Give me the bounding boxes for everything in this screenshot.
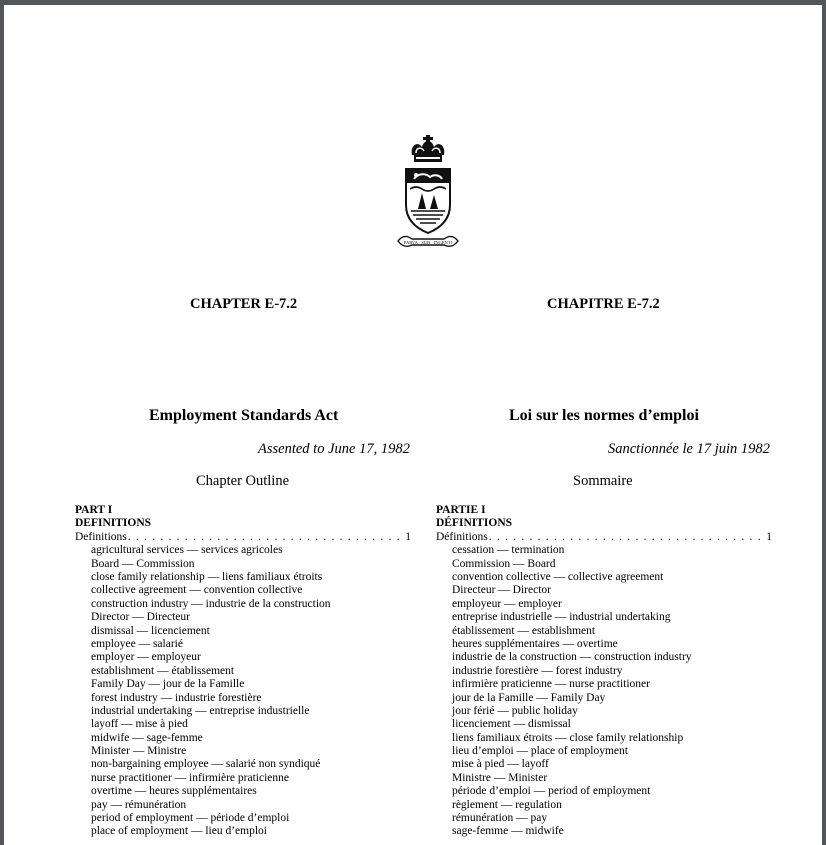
definition-entry[interactable]: place of employment — lieu d’emploi [91,825,267,838]
definition-entry[interactable]: mise à pied — layoff [452,758,549,771]
definition-entry[interactable]: Family Day — jour de la Famille [91,678,245,691]
definition-entry[interactable]: Board — Commission [91,557,195,570]
toc-label: Définitions [436,530,488,543]
chapter-heading-fr: CHAPITRE E-7.2 [547,296,660,312]
definition-entry[interactable]: règlement — regulation [452,798,562,811]
definition-entry[interactable]: overtime — heures supplémentaires [91,785,257,798]
toc-page-number: 1 [405,530,411,543]
toc-column-fr [436,504,772,839]
outline-heading-en: Chapter Outline [196,473,290,489]
definition-entry[interactable]: heures supplémentaires — overtime [452,637,618,650]
definition-entry[interactable]: period of employment — période d’emploi [91,812,290,825]
definition-entry[interactable]: Directeur — Director [452,584,551,597]
toc-label: Definitions [75,530,127,543]
definition-entry[interactable]: convention collective — collective agreement [452,571,664,583]
definition-entry[interactable]: établissement — establishment [452,624,596,637]
definition-entry[interactable]: dismissal — licenciement [91,624,210,637]
definition-entry[interactable]: jour de la Famille — Family Day [452,691,606,704]
toc-entry-definitions[interactable] [436,531,772,544]
definition-entry[interactable]: industrie forestière — forest industry [452,664,623,677]
definition-entry[interactable]: jour férié — public holiday [452,704,578,717]
definition-entry[interactable]: Minister — Ministre [91,745,187,758]
toc-column-en [75,504,411,839]
definition-entry[interactable]: pay — rémunération [91,798,187,811]
definition-entry[interactable]: période d’emploi — period of employment [452,785,651,798]
definition-entry[interactable]: infirmière praticienne — nurse practitioner [452,678,650,691]
chapter-heading-en: CHAPTER E-7.2 [190,296,298,312]
definition-entry[interactable]: employeur — employer [452,597,562,610]
definition-entry[interactable]: establishment — établissement [91,664,235,677]
definition-entry[interactable]: layoff — mise à pied [91,718,188,731]
act-title-en: Employment Standards Act [149,407,339,424]
definition-entry[interactable]: midwife — sage-femme [91,731,203,744]
definition-entry[interactable]: liens familiaux étroits — close family relationship [452,731,684,744]
definition-entry[interactable]: Ministre — Minister [452,771,548,784]
definition-entry[interactable]: non-bargaining employee — salarié non syndiqué [91,758,321,771]
part-title: DEFINITIONS [75,517,152,530]
coat-of-arms-icon [396,133,460,253]
definition-entry[interactable]: industrie de la construction — construction industry [452,651,692,664]
definition-entry[interactable]: employer — employeur [91,651,201,664]
definition-list [436,544,772,839]
definition-entry[interactable]: employee — salarié [91,637,183,650]
definition-entry[interactable]: cessation — termination [452,544,565,557]
assent-date-fr: Sanctionnée le 17 juin 1982 [608,441,770,457]
document-page [4,5,822,845]
definition-entry[interactable]: industrial undertaking — entreprise industrielle [91,704,310,717]
definition-entry[interactable]: agricultural services — services agricoles [91,544,283,557]
toc-page-number: 1 [766,530,772,543]
definition-entry[interactable]: collective agreement — convention collective [91,584,303,597]
toc-entry-definitions[interactable] [75,531,411,544]
definition-entry[interactable]: construction industry — industrie de la construction [91,597,331,610]
outline-heading-fr: Sommaire [573,473,633,489]
part-label: PARTIE I [436,504,486,516]
definition-entry[interactable]: rémunération — pay [452,812,548,825]
assent-date-en: Assented to June 17, 1982 [258,441,410,457]
definition-entry[interactable]: licenciement — dismissal [452,718,571,731]
svg-text:PARVA · SUB · INGENTI: PARVA · SUB · INGENTI [403,240,453,245]
part-label: PART I [75,504,113,516]
definition-entry[interactable]: close family relationship — liens familiaux étroits [91,571,323,583]
definition-list [75,544,411,839]
toc-dot-leader [128,531,405,544]
definition-entry[interactable]: Director — Directeur [91,611,190,624]
part-title: DÉFINITIONS [436,517,513,530]
act-title-fr: Loi sur les normes d’emploi [509,407,699,424]
definition-entry[interactable]: sage-femme — midwife [452,825,564,838]
toc-dot-leader [489,531,766,544]
definition-entry[interactable]: forest industry — industrie forestière [91,691,262,704]
definition-entry[interactable]: Commission — Board [452,557,556,570]
definition-entry[interactable]: nurse practitioner — infirmière praticienne [91,771,289,784]
definition-entry[interactable]: entreprise industrielle — industrial undertaking [452,611,671,624]
definition-entry[interactable]: lieu d’emploi — place of employment [452,745,628,758]
